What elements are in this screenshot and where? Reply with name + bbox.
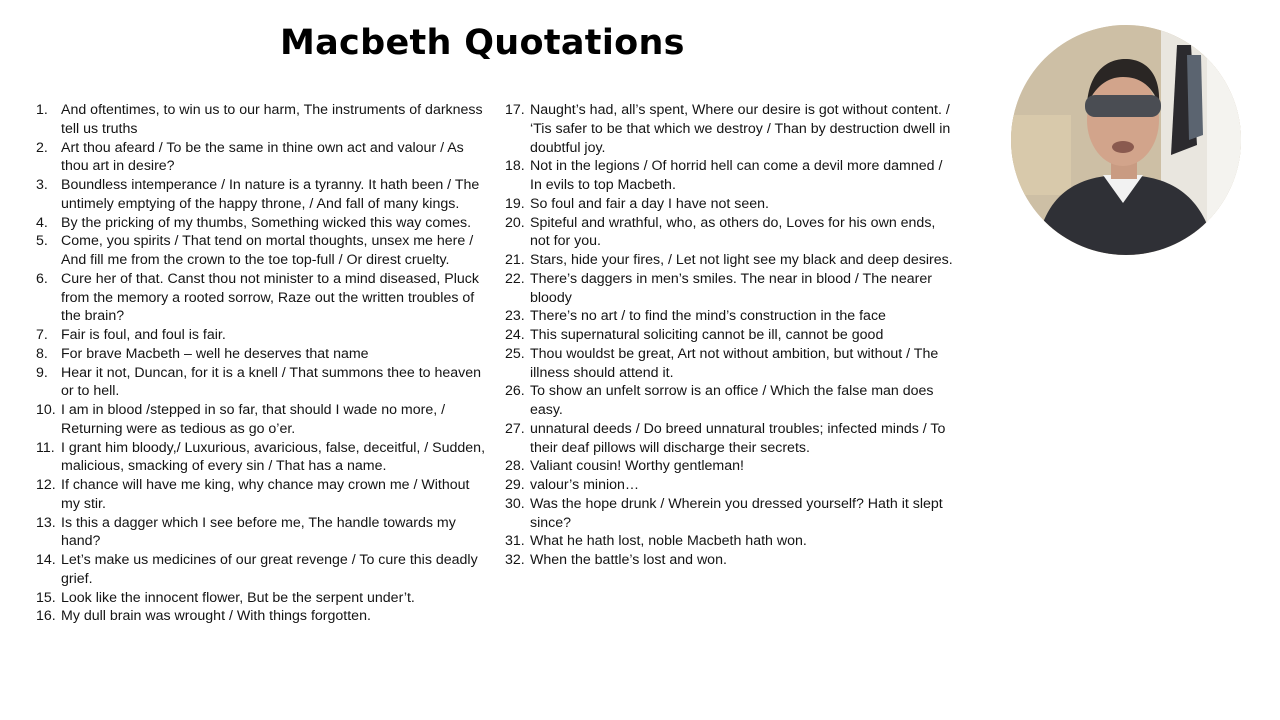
quote-text: Come, you spirits / That tend on mortal thoughts, unsex me here / And fill me from the crown to the toe top-full / Or direst cruelty. [61, 233, 474, 268]
quote-item [36, 214, 486, 233]
quote-list-right [505, 101, 955, 570]
quote-item [36, 345, 486, 364]
quote-number: 16. [36, 608, 56, 625]
quote-item [505, 420, 955, 458]
quote-text: Stars, hide your fires, / Let not light see my black and deep desires. [530, 252, 953, 268]
quote-item [505, 551, 955, 570]
quote-number: 5. [36, 233, 48, 250]
quote-item [36, 514, 486, 552]
quote-item [505, 214, 955, 252]
quote-text: Is this a dagger which I see before me, The handle towards my hand? [61, 514, 456, 550]
quote-number: 6. [36, 270, 48, 287]
quote-item [36, 476, 486, 514]
quote-text: And oftentimes, to win us to our harm, The instruments of darkness tell us truths [61, 102, 483, 137]
quote-number: 4. [36, 214, 48, 231]
quote-item [505, 326, 955, 345]
quote-text: Spiteful and wrathful, who, as others do, Loves for his own ends, not for you. [530, 214, 936, 250]
quote-number: 17. [505, 102, 525, 118]
quote-item [505, 307, 955, 326]
quote-item [36, 364, 486, 402]
quote-item [505, 532, 955, 551]
quote-item [36, 326, 486, 345]
quote-number: 25. [505, 345, 525, 362]
quote-item [505, 495, 955, 533]
quote-item [36, 607, 486, 626]
page-title: Macbeth Quotations [280, 23, 685, 63]
quote-item [505, 195, 955, 214]
quote-text: This supernatural soliciting cannot be ill, cannot be good [530, 327, 884, 343]
quote-text: I grant him bloody,/ Luxurious, avaricious, false, deceitful, / Sudden, malicious, smacking of every sin / That has a name. [61, 439, 486, 475]
quote-item [36, 589, 486, 608]
quote-number: 3. [36, 177, 48, 193]
quote-number: 14. [36, 552, 56, 568]
quote-text: There’s daggers in men’s smiles. The near in blood / The nearer bloody [530, 270, 932, 306]
quote-text: Was the hope drunk / Wherein you dressed yourself? Hath it slept since? [530, 495, 943, 531]
quote-text: What he hath lost, noble Macbeth hath won. [530, 533, 807, 550]
quote-number: 15. [36, 589, 56, 606]
quote-item [36, 139, 486, 177]
quote-item [505, 157, 955, 195]
quote-text: Thou wouldst be great, Art not without ambition, but without / The illness should attend it. [530, 345, 939, 381]
quote-number: 27. [505, 420, 525, 437]
quote-text: Look like the innocent flower, But be the serpent under’t. [61, 589, 415, 606]
quote-number: 23. [505, 308, 525, 325]
quote-text: Cure her of that. Canst thou not minister to a mind diseased, Pluck from the memory a rooted sorrow, Raze out the written troubles of the brain? [61, 270, 479, 325]
quote-item [36, 401, 486, 439]
quote-text: Boundless intemperance / In nature is a tyranny. It hath been / The untimely emptying of the happy throne, / And fall of many kings. [61, 177, 480, 212]
quote-text: Let’s make us medicines of our great revenge / To cure this deadly grief. [61, 552, 478, 587]
presenter-video-icon [1011, 25, 1241, 255]
quote-number: 11. [36, 439, 55, 456]
quote-number: 28. [505, 458, 525, 475]
quote-number: 21. [505, 252, 525, 268]
quote-item [505, 101, 955, 157]
quote-number: 1. [36, 102, 48, 118]
quote-text: Valiant cousin! Worthy gentleman! [530, 458, 744, 475]
quote-text: To show an unfelt sorrow is an office / Which the false man does easy. [530, 383, 934, 418]
quote-number: 19. [505, 195, 525, 212]
quote-text: There’s no art / to find the mind’s construction in the face [530, 308, 886, 325]
quote-number: 24. [505, 327, 525, 343]
quote-item [36, 176, 486, 214]
quote-number: 9. [36, 364, 48, 381]
quote-item [505, 251, 955, 270]
quote-number: 26. [505, 383, 525, 400]
quote-number: 30. [505, 495, 525, 512]
quote-number: 29. [505, 477, 525, 493]
quote-number: 8. [36, 345, 48, 362]
quote-number: 12. [36, 477, 56, 493]
quote-item [505, 476, 955, 495]
webcam-overlay [1011, 25, 1241, 255]
quote-number: 13. [36, 514, 56, 531]
quote-text: unnatural deeds / Do breed unnatural troubles; infected minds / To their deaf pillows will discharge their secrets. [530, 420, 946, 456]
quote-text: So foul and fair a day I have not seen. [530, 195, 769, 212]
quote-text: Fair is foul, and foul is fair. [61, 327, 226, 343]
quote-text: By the pricking of my thumbs, Something wicked this way comes. [61, 214, 472, 231]
quote-number: 20. [505, 214, 525, 231]
quote-number: 10. [36, 402, 56, 418]
quote-item [36, 439, 486, 477]
quote-number: 31. [505, 533, 525, 550]
quote-text: My dull brain was wrought / With things forgotten. [61, 608, 371, 625]
quote-text: I am in blood /stepped in so far, that should I wade no more, / Returning were as tedious as go o’er. [61, 402, 446, 437]
quote-text: When the battle’s lost and won. [530, 552, 727, 568]
quote-list-left [36, 101, 486, 626]
quote-item [36, 101, 486, 139]
quote-text: For brave Macbeth – well he deserves that name [61, 345, 369, 362]
quote-item [36, 551, 486, 589]
quote-text: If chance will have me king, why chance may crown me / Without my stir. [61, 477, 470, 512]
quote-text: Hear it not, Duncan, for it is a knell / That summons thee to heaven or to hell. [61, 364, 482, 400]
quote-text: valour’s minion… [530, 477, 640, 493]
quote-item [505, 457, 955, 476]
quote-number: 7. [36, 327, 48, 343]
quote-text: Naught’s had, all’s spent, Where our desire is got without content. / ‘Tis safer to be that which we destroy / Than by destruction dwell in doubtful joy. [530, 102, 951, 156]
quote-item [505, 382, 955, 420]
quote-text: Art thou afeard / To be the same in thine own act and valour / As thou art in desire? [61, 139, 464, 175]
quote-item [36, 232, 486, 270]
quote-item [36, 270, 486, 326]
quote-item [505, 270, 955, 308]
quote-number: 2. [36, 139, 48, 156]
quote-number: 32. [505, 552, 525, 568]
quote-number: 18. [505, 158, 525, 175]
quote-item [505, 345, 955, 383]
quote-number: 22. [505, 270, 525, 287]
quote-text: Not in the legions / Of horrid hell can come a devil more damned / In evils to top Macbeth. [530, 158, 943, 193]
